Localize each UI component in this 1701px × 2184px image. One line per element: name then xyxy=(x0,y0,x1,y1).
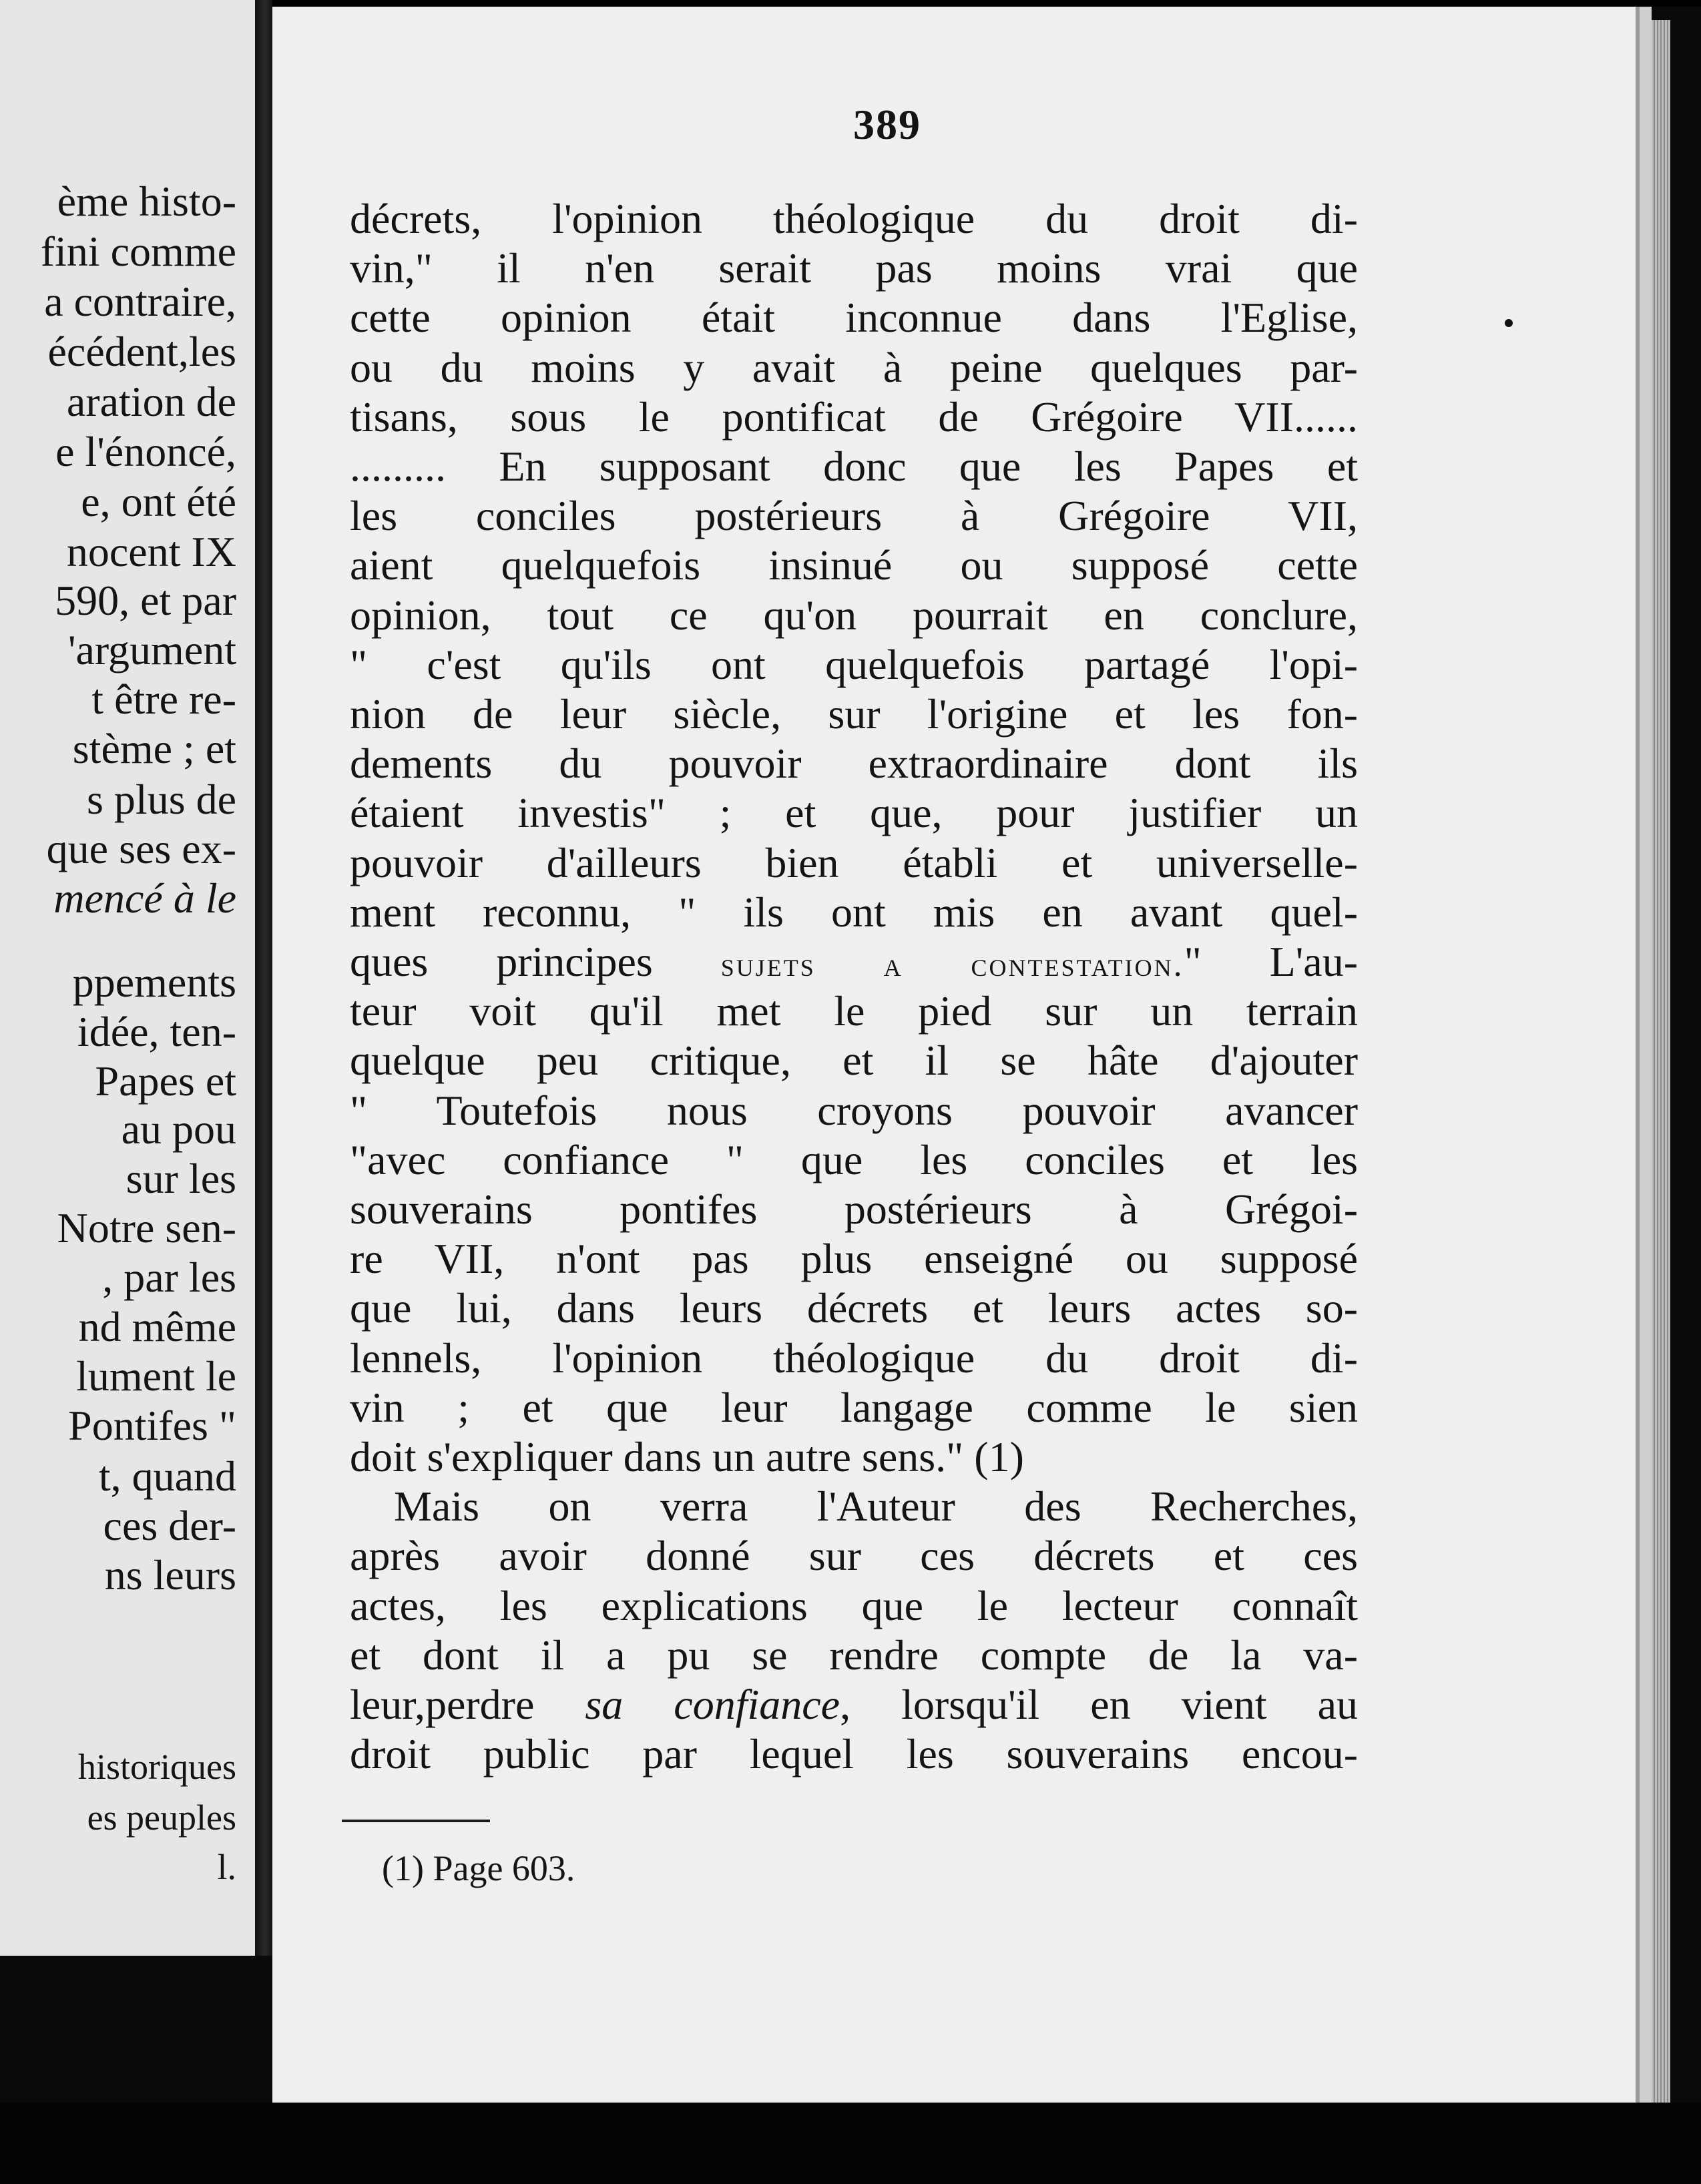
left-page-line: e, ont été xyxy=(81,478,236,525)
footnote: (1) Page 603. xyxy=(382,1848,575,1888)
left-page-line: ppements xyxy=(72,959,236,1006)
left-page-line: 590, et par xyxy=(55,577,236,624)
left-page-line: écédent,les xyxy=(47,328,236,375)
body-line: ......... En supposant donc que les Papes et xyxy=(350,443,1358,490)
left-page-line: que ses ex- xyxy=(46,825,236,872)
body-line: les conciles postérieurs à Grégoire VII, xyxy=(350,492,1358,539)
body-line: " Toutefois nous croyons pouvoir avancer xyxy=(350,1087,1358,1134)
left-page-line: aration de xyxy=(66,378,236,425)
left-page-line: stème ; et xyxy=(72,725,236,772)
body-text-segment: " L'au- xyxy=(1184,938,1359,985)
body-line: cette opinion était inconnue dans l'Eglise, xyxy=(350,294,1358,341)
left-page-line: e l'énoncé, xyxy=(55,428,236,475)
body-line: pouvoir d'ailleurs bien établi et universelle- xyxy=(350,839,1358,886)
left-page-line: t être re- xyxy=(91,675,236,723)
body-line: souverains pontifes postérieurs à Grégoi- xyxy=(350,1185,1358,1233)
body-line: lennels, l'opinion théologique du droit di- xyxy=(350,1334,1358,1382)
body-line xyxy=(350,1683,1358,1726)
left-page-line: 'argument xyxy=(67,626,236,673)
body-line: re VII, n'ont pas plus enseigné ou supposé xyxy=(350,1235,1358,1282)
left-page-line: a contraire, xyxy=(44,278,236,325)
body-line: tisans, sous le pontificat de Grégoire VII...... xyxy=(350,393,1358,441)
body-line: "avec confiance " que les conciles et les xyxy=(350,1136,1358,1183)
body-text-segment: , lorsqu'il en vient au xyxy=(840,1681,1359,1728)
body-line: opinion, tout ce qu'on pourrait en conclure, xyxy=(350,591,1358,639)
left-page-line: Papes et xyxy=(95,1057,236,1105)
body-line: Mais on verra l'Auteur des Recherches, xyxy=(394,1482,1358,1530)
body-line: actes, les explications que le lecteur connaît xyxy=(350,1582,1358,1629)
left-page-line: sur les xyxy=(126,1155,236,1202)
left-page-line: historiques xyxy=(78,1747,236,1787)
left-page-line: nocent IX xyxy=(66,528,236,575)
body-line: doit s'expliquer dans un autre sens." (1) xyxy=(350,1433,1024,1480)
footnote-rule xyxy=(342,1820,490,1822)
left-page-line: fini comme xyxy=(40,228,236,275)
left-page-line: lument le xyxy=(76,1352,236,1400)
body-line xyxy=(350,940,1358,983)
left-page-line: ces der- xyxy=(103,1502,236,1549)
top-shadow xyxy=(272,0,1701,7)
left-page-line: , par les xyxy=(102,1254,236,1301)
body-text-segment: ques principes xyxy=(350,938,721,985)
left-page-line: idée, ten- xyxy=(77,1008,236,1055)
left-page-line: t, quand xyxy=(98,1452,236,1500)
page-number: 389 xyxy=(853,101,921,148)
body-line: vin," il n'en serait pas moins vrai que xyxy=(350,244,1358,292)
body-line: étaient investis" ; et que, pour justifier un xyxy=(350,789,1358,836)
left-page-line: au pou xyxy=(121,1105,236,1153)
body-line: après avoir donné sur ces décrets et ces xyxy=(350,1532,1358,1579)
body-line: teur voit qu'il met le pied sur un terrain xyxy=(350,987,1358,1035)
body-line: dements du pouvoir extraordinaire dont ils xyxy=(350,740,1358,787)
body-line: droit public par lequel les souverains encou- xyxy=(350,1730,1358,1778)
left-page-line: ns leurs xyxy=(104,1551,236,1599)
body-text-segment: leur,perdre xyxy=(350,1681,585,1728)
previous-page-fragment xyxy=(0,0,255,1956)
body-line: décrets, l'opinion théologique du droit di- xyxy=(350,195,1358,242)
left-page-line: Pontifes " xyxy=(68,1402,236,1449)
body-line: ou du moins y avait à peine quelques par- xyxy=(350,344,1358,391)
left-page-line: es peuples xyxy=(87,1798,236,1838)
bottom-shadow xyxy=(0,2103,1701,2184)
body-line: aient quelquefois insinué ou supposé cette xyxy=(350,541,1358,589)
book-gutter xyxy=(255,0,272,1956)
left-page-line: ème histo- xyxy=(57,178,236,225)
body-line: vin ; et que leur langage comme le sien xyxy=(350,1384,1358,1431)
small-caps-text: sujets a contestation. xyxy=(720,946,1184,984)
left-page-line: Notre sen- xyxy=(57,1204,236,1252)
left-page-line: mencé à le xyxy=(53,874,236,922)
body-line: que lui, dans leurs décrets et leurs actes so- xyxy=(350,1284,1358,1332)
page-edge xyxy=(1652,20,1670,2103)
body-line: ment reconnu, " ils ont mis en avant quel- xyxy=(350,888,1358,936)
left-page-line: s plus de xyxy=(87,776,236,823)
body-line: quelque peu critique, et il se hâte d'ajouter xyxy=(350,1037,1358,1084)
ink-speck xyxy=(1505,319,1513,327)
left-page-line: nd même xyxy=(78,1303,236,1350)
italic-text: sa confiance xyxy=(585,1681,840,1728)
body-line: nion de leur siècle, sur l'origine et les fon- xyxy=(350,690,1358,738)
left-page-line: l. xyxy=(217,1847,236,1887)
body-line: et dont il a pu se rendre compte de la va- xyxy=(350,1631,1358,1679)
body-line: " c'est qu'ils ont quelquefois partagé l'opi- xyxy=(350,641,1358,688)
